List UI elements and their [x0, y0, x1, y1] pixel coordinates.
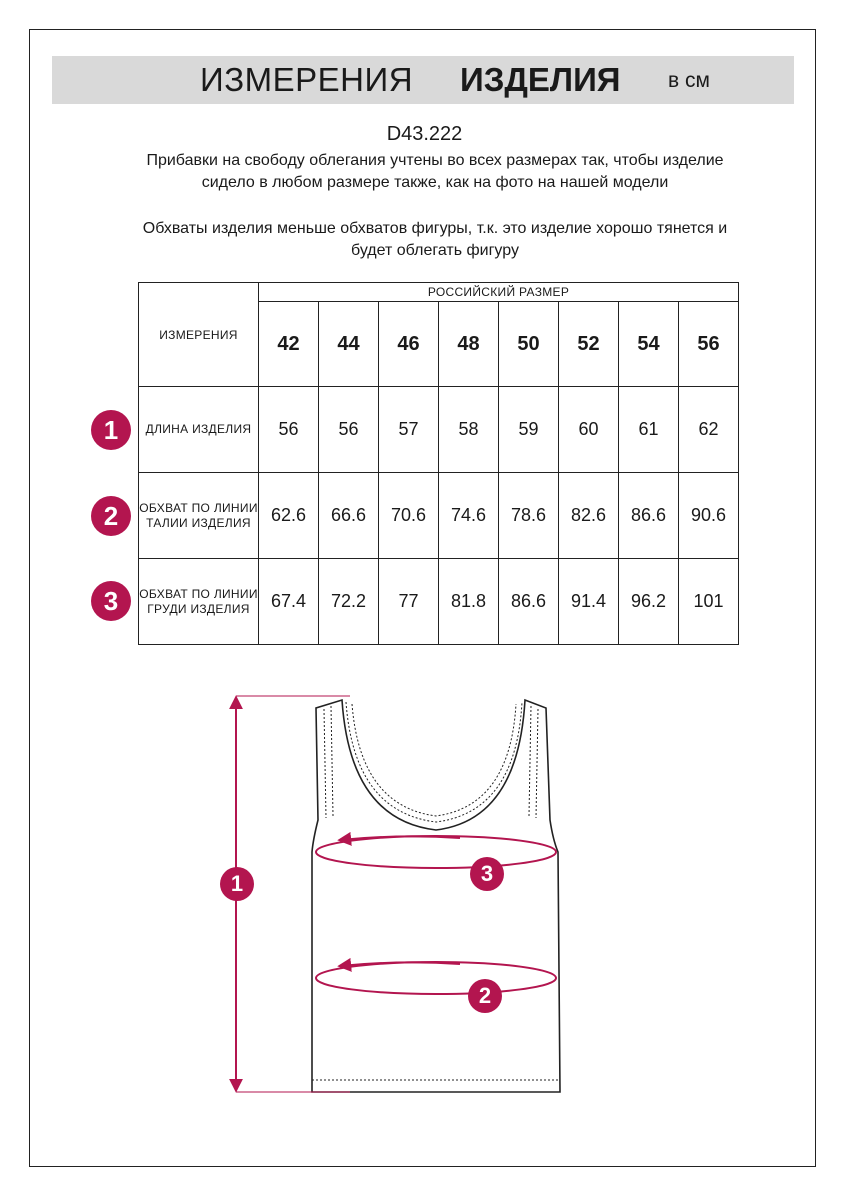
title-product: ИЗДЕЛИЯ — [460, 61, 621, 98]
row-label-length: ДЛИНА ИЗДЕЛИЯ — [139, 387, 259, 473]
waist-ellipse — [316, 962, 556, 994]
table-cell: 96.2 — [619, 559, 679, 645]
title-measurements: ИЗМЕРЕНИЯ — [200, 61, 414, 98]
article-number: D43.222 — [386, 123, 463, 145]
table-row-chest — [139, 559, 739, 645]
stretch-note: Обхваты изделия меньше обхватов фигуры, т.к. это изделие хорошо тянется и будет облегать фигуру — [142, 220, 728, 259]
tank-top-outline — [312, 700, 560, 1092]
table-cell: 66.6 — [319, 473, 379, 559]
size-48: 48 — [439, 302, 499, 387]
diagram-badge-chest: 3 — [470, 857, 504, 891]
size-header: РОССИЙСКИЙ РАЗМЕР — [259, 283, 739, 302]
table-cell: 57 — [379, 387, 439, 473]
table-cell: 56 — [259, 387, 319, 473]
table-cell: 67.4 — [259, 559, 319, 645]
size-50: 50 — [499, 302, 559, 387]
table-cell: 62 — [679, 387, 739, 473]
size-52: 52 — [559, 302, 619, 387]
table-cell: 74.6 — [439, 473, 499, 559]
table-cell: 60 — [559, 387, 619, 473]
measure-header: ИЗМЕРЕНИЯ — [139, 283, 259, 387]
table-cell: 61 — [619, 387, 679, 473]
table-cell: 77 — [379, 559, 439, 645]
chest-ellipse — [316, 836, 556, 868]
row-badge-waist: 2 — [91, 496, 131, 536]
table-cell: 70.6 — [379, 473, 439, 559]
tank-top-diagram — [200, 680, 600, 1100]
measurement-lines — [236, 696, 556, 1092]
table-cell: 82.6 — [559, 473, 619, 559]
table-cell: 56 — [319, 387, 379, 473]
table-cell: 58 — [439, 387, 499, 473]
diagram-badge-waist: 2 — [468, 979, 502, 1013]
size-46: 46 — [379, 302, 439, 387]
row-badge-length: 1 — [91, 410, 131, 450]
table-cell: 91.4 — [559, 559, 619, 645]
table-cell: 59 — [499, 387, 559, 473]
table-cell: 78.6 — [499, 473, 559, 559]
table-cell: 62.6 — [259, 473, 319, 559]
size-42: 42 — [259, 302, 319, 387]
table-row-waist — [139, 473, 739, 559]
row-label-chest: ОБХВАТ ПО ЛИНИИ ГРУДИ ИЗДЕЛИЯ — [139, 559, 259, 645]
table-cell: 86.6 — [619, 473, 679, 559]
table-row-length — [139, 387, 739, 473]
size-table — [138, 282, 739, 645]
table-cell: 86.6 — [499, 559, 559, 645]
size-54: 54 — [619, 302, 679, 387]
title-unit: в см — [668, 69, 710, 92]
size-44: 44 — [319, 302, 379, 387]
fit-note: Прибавки на свободу облегания учтены во всех размерах так, чтобы изделие сидело в любом размере также, как на фото на нашей модели — [146, 152, 724, 191]
size-56: 56 — [679, 302, 739, 387]
row-badge-chest: 3 — [91, 581, 131, 621]
table-cell: 90.6 — [679, 473, 739, 559]
diagram-badge-length: 1 — [220, 867, 254, 901]
table-cell: 81.8 — [439, 559, 499, 645]
table-cell: 72.2 — [319, 559, 379, 645]
table-cell: 101 — [679, 559, 739, 645]
row-label-waist: ОБХВАТ ПО ЛИНИИ ТАЛИИ ИЗДЕЛИЯ — [139, 473, 259, 559]
